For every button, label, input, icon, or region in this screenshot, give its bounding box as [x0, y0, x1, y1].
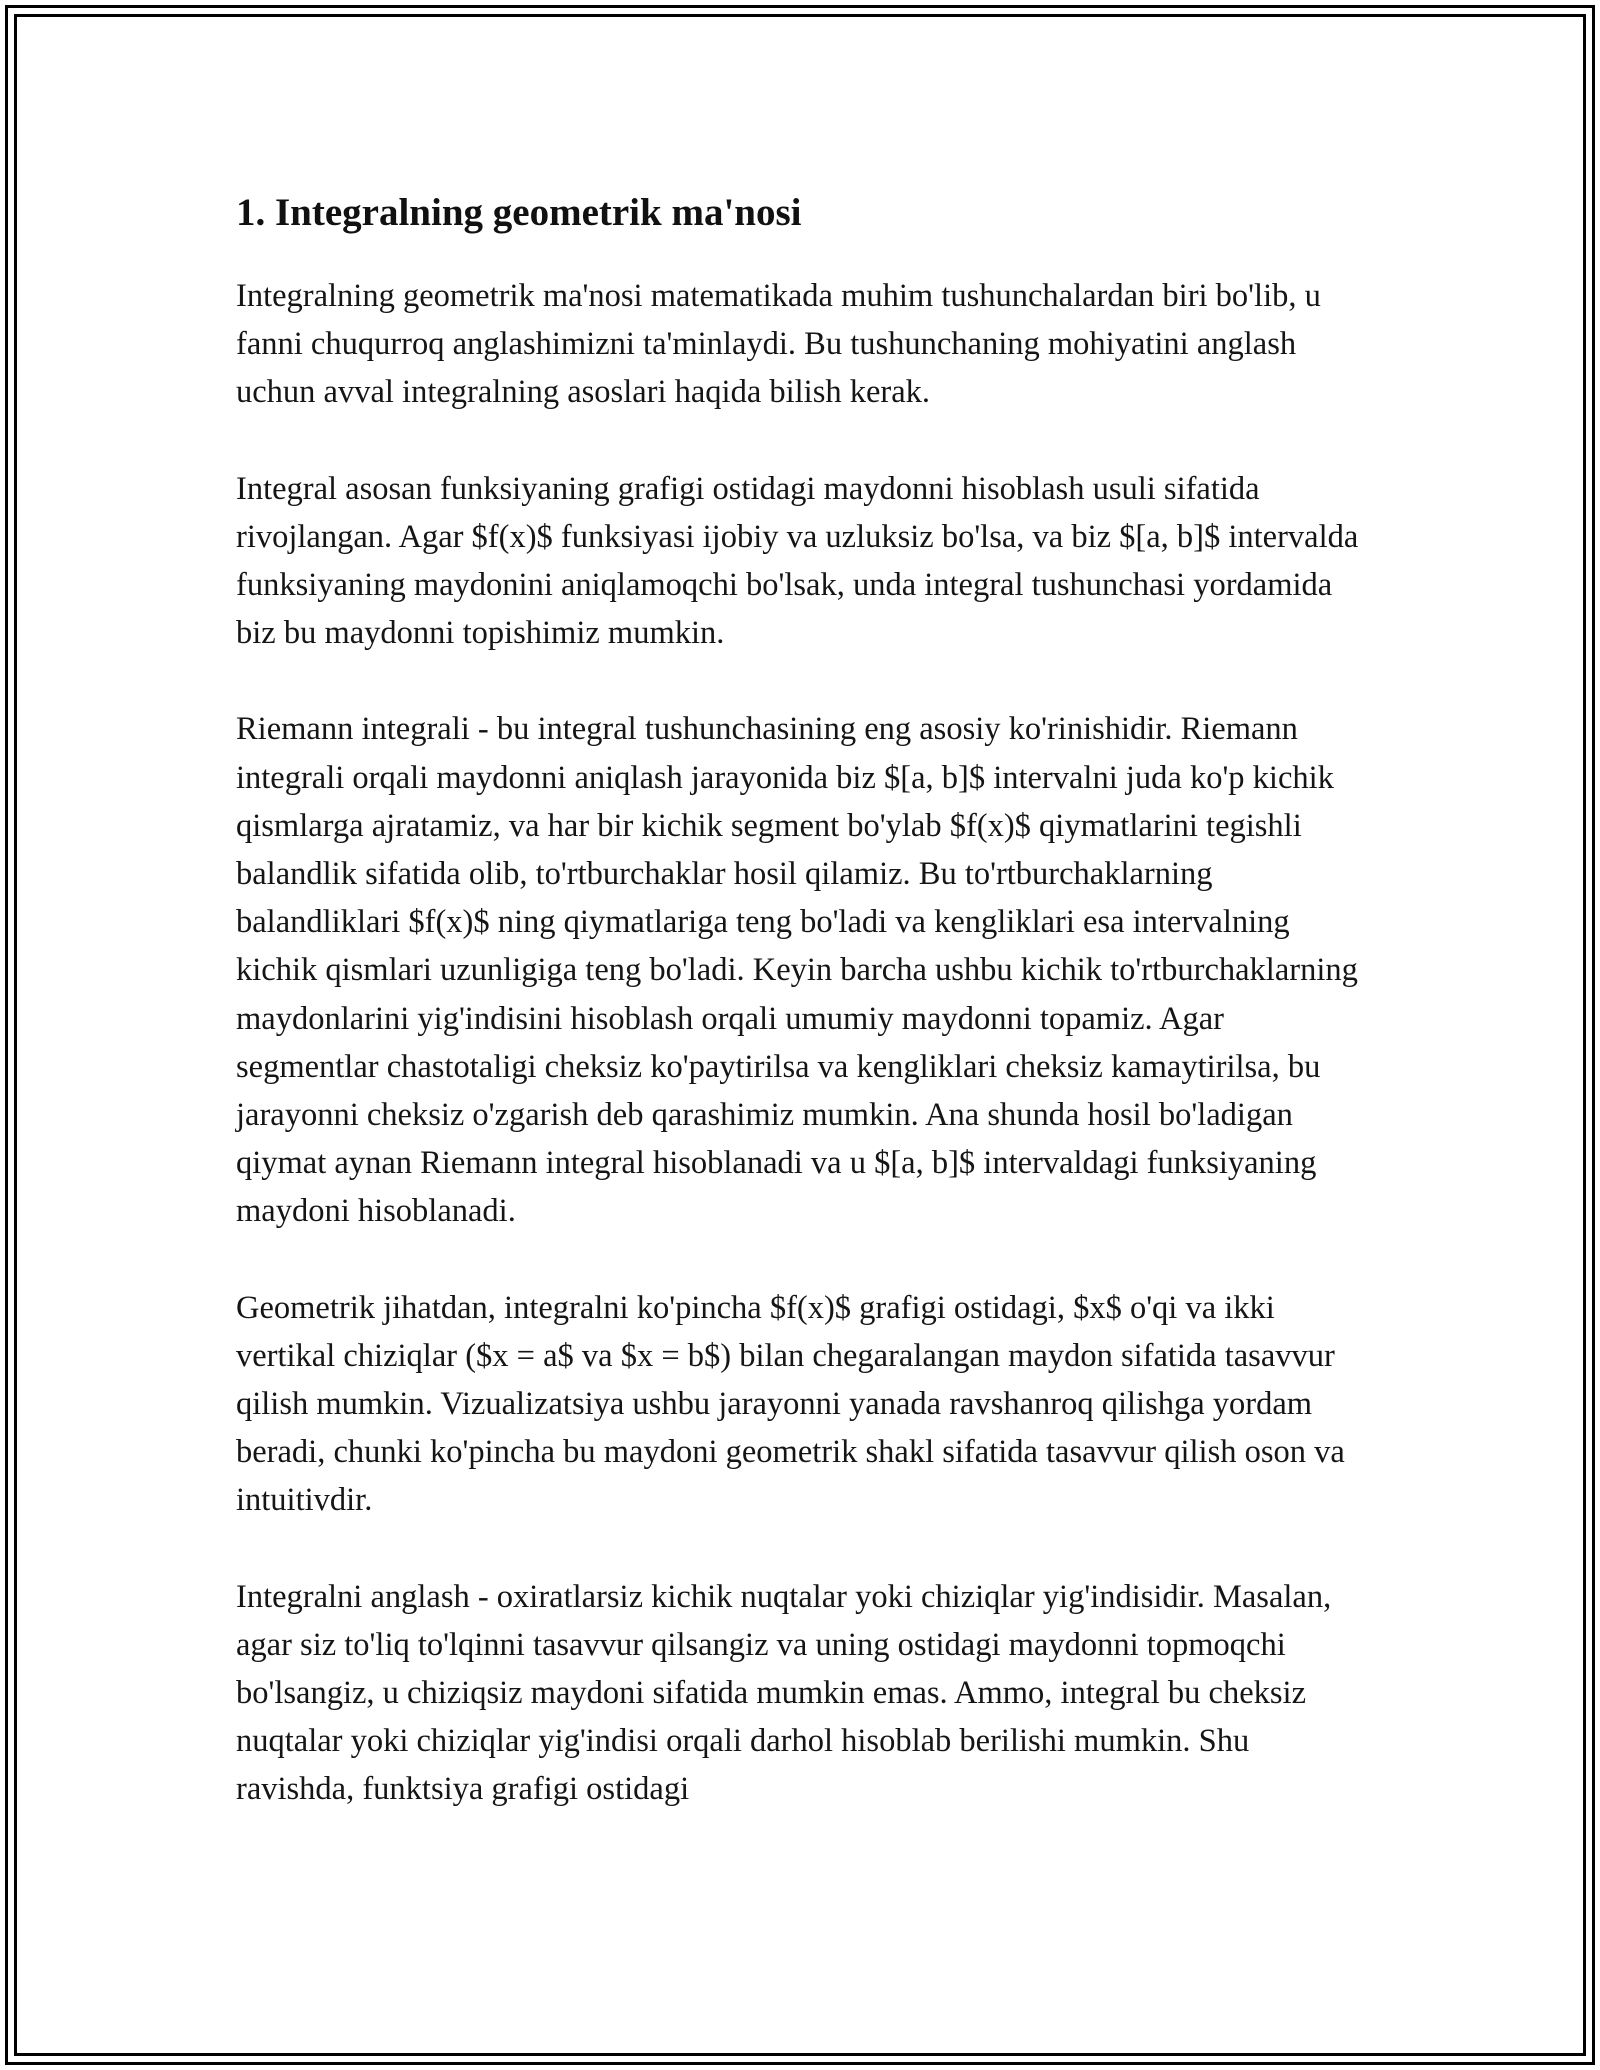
paragraph-integral-understanding: Integralni anglash - oxiratlarsiz kichik nuqtalar yoki chiziqlar yig'indisidir. Masalan, agar siz to'liq to'lqinni tasavvur qilsangiz va uning ostidagi maydonni topmoqchi bo'lsangiz, u chiziqsiz maydoni sifatida mumkin emas. Ammo, integral bu cheksiz nuqtalar yoki chiziqlar yig'indisi orqali darhol hisoblab berilishi mumkin. Shu ravishda, funktsiya grafigi ostidagi [236, 1578, 1332, 1808]
section-heading: 1. Integralning geometrik ma'nosi [236, 191, 802, 234]
paragraph-geometric-interpretation: Geometrik jihatdan, integralni ko'pincha $f(x)$ grafigi ostidagi, $x$ o'qi va ikki vertikal chiziqlar ($x = a$ va $x = b$) bilan chegaralangan maydon sifatida tasavvur qilish mumkin. Vizualizatsiya ushbu jarayonni yanada ravshanroq qilishga yordam beradi, chunki ko'pincha bu maydoni geometrik shakl sifatida tasavvur qilish oson va intuitivdir. [236, 1289, 1345, 1519]
paragraph-area-definition: Integral asosan funksiyaning grafigi ostidagi maydonni hisoblash usuli sifatida rivojlangan. Agar $f(x)$ funksiyasi ijobiy va uzluksiz bo'lsa, va biz $[a, b]$ intervalda funksiyaning maydonini aniqlamoqchi bo'lsak, unda integral tushunchasi yordamida biz bu maydonni topishimiz mumkin. [236, 470, 1359, 652]
document-body [236, 183, 1371, 1862]
paragraph-riemann-integral: Riemann integrali - bu integral tushunchasining eng asosiy ko'rinishidir. Riemann integrali orqali maydonni aniqlash jarayonida biz $[a, b]$ intervalni juda ko'p kichik qismlarga ajratamiz, va har bir kichik segment bo'ylab $f(x)$ qiymatlarini tegishli balandlik sifatida olib, to'rtburchaklar hosil qilamiz. Bu to'rtburchaklarning balandliklari $f(x)$ ning qiymatlariga teng bo'ladi va kengliklari esa intervalning kichik qismlari uzunligiga teng bo'ladi. Keyin barcha ushbu kichik to'rtburchaklarning maydonlarini yig'indisini hisoblash orqali umumiy maydonni topamiz. Agar segmentlar chastotaligi cheksiz ko'paytirilsa va kengliklari cheksiz kamaytirilsa, bu jarayonni cheksiz o'zgarish deb qarashimiz mumkin. Ana shunda hosil bo'ladigan qiymat aynan Riemann integral hisoblanadi va u $[a, b]$ intervaldagi funksiyaning maydoni hisoblanadi. [236, 711, 1358, 1230]
paragraph-intro: Integralning geometrik ma'nosi matematikada muhim tushunchalardan biri bo'lib, u fanni chuqurroq anglashimizni ta'minlaydi. Bu tushunchaning mohiyatini anglash uchun avval integralning asoslari haqida bilish kerak. [236, 278, 1321, 411]
